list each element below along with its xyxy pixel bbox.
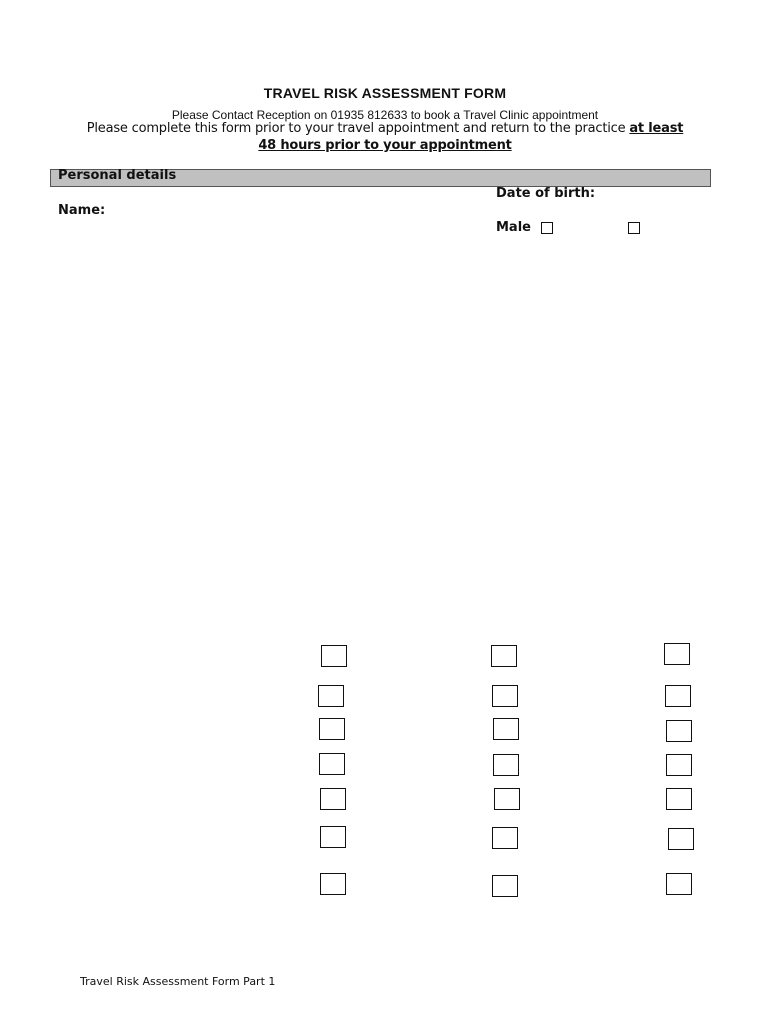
answer-checkbox[interactable] bbox=[320, 873, 346, 895]
answer-checkbox[interactable] bbox=[666, 873, 692, 895]
answer-checkbox[interactable] bbox=[321, 645, 347, 667]
answer-checkbox[interactable] bbox=[318, 685, 344, 707]
form-title: TRAVEL RISK ASSESSMENT FORM bbox=[263, 85, 507, 101]
female-checkbox[interactable] bbox=[628, 222, 640, 234]
answer-checkbox[interactable] bbox=[491, 645, 517, 667]
page-footer: Travel Risk Assessment Form Part 1 bbox=[80, 975, 276, 988]
instruction-text: Please complete this form prior to your travel appointment and return to the practice bbox=[86, 121, 630, 136]
name-label: Name: bbox=[58, 203, 106, 218]
instruction-line-1 bbox=[0, 121, 770, 136]
dob-label: Date of birth: bbox=[496, 186, 596, 201]
instruction-emphasis: at least bbox=[629, 121, 684, 136]
answer-checkbox[interactable] bbox=[319, 753, 345, 775]
answer-checkbox[interactable] bbox=[320, 788, 346, 810]
answer-checkbox[interactable] bbox=[668, 828, 694, 850]
answer-checkbox[interactable] bbox=[666, 788, 692, 810]
instruction-line-2: 48 hours prior to your appointment bbox=[258, 138, 512, 153]
answer-checkbox[interactable] bbox=[494, 788, 520, 810]
answer-checkbox[interactable] bbox=[664, 643, 690, 665]
answer-checkbox[interactable] bbox=[665, 685, 691, 707]
answer-checkbox[interactable] bbox=[492, 685, 518, 707]
answer-checkbox[interactable] bbox=[666, 720, 692, 742]
answer-checkbox[interactable] bbox=[493, 754, 519, 776]
answer-checkbox[interactable] bbox=[492, 827, 518, 849]
answer-checkbox[interactable] bbox=[320, 826, 346, 848]
answer-checkbox[interactable] bbox=[493, 718, 519, 740]
contact-line: Please Contact Reception on 01935 812633 to book a Travel Clinic appointment bbox=[171, 108, 599, 122]
answer-checkbox[interactable] bbox=[319, 718, 345, 740]
personal-details-heading: Personal details bbox=[58, 168, 177, 183]
male-label: Male bbox=[496, 220, 531, 235]
male-checkbox[interactable] bbox=[541, 222, 553, 234]
answer-checkbox[interactable] bbox=[492, 875, 518, 897]
answer-checkbox[interactable] bbox=[666, 754, 692, 776]
